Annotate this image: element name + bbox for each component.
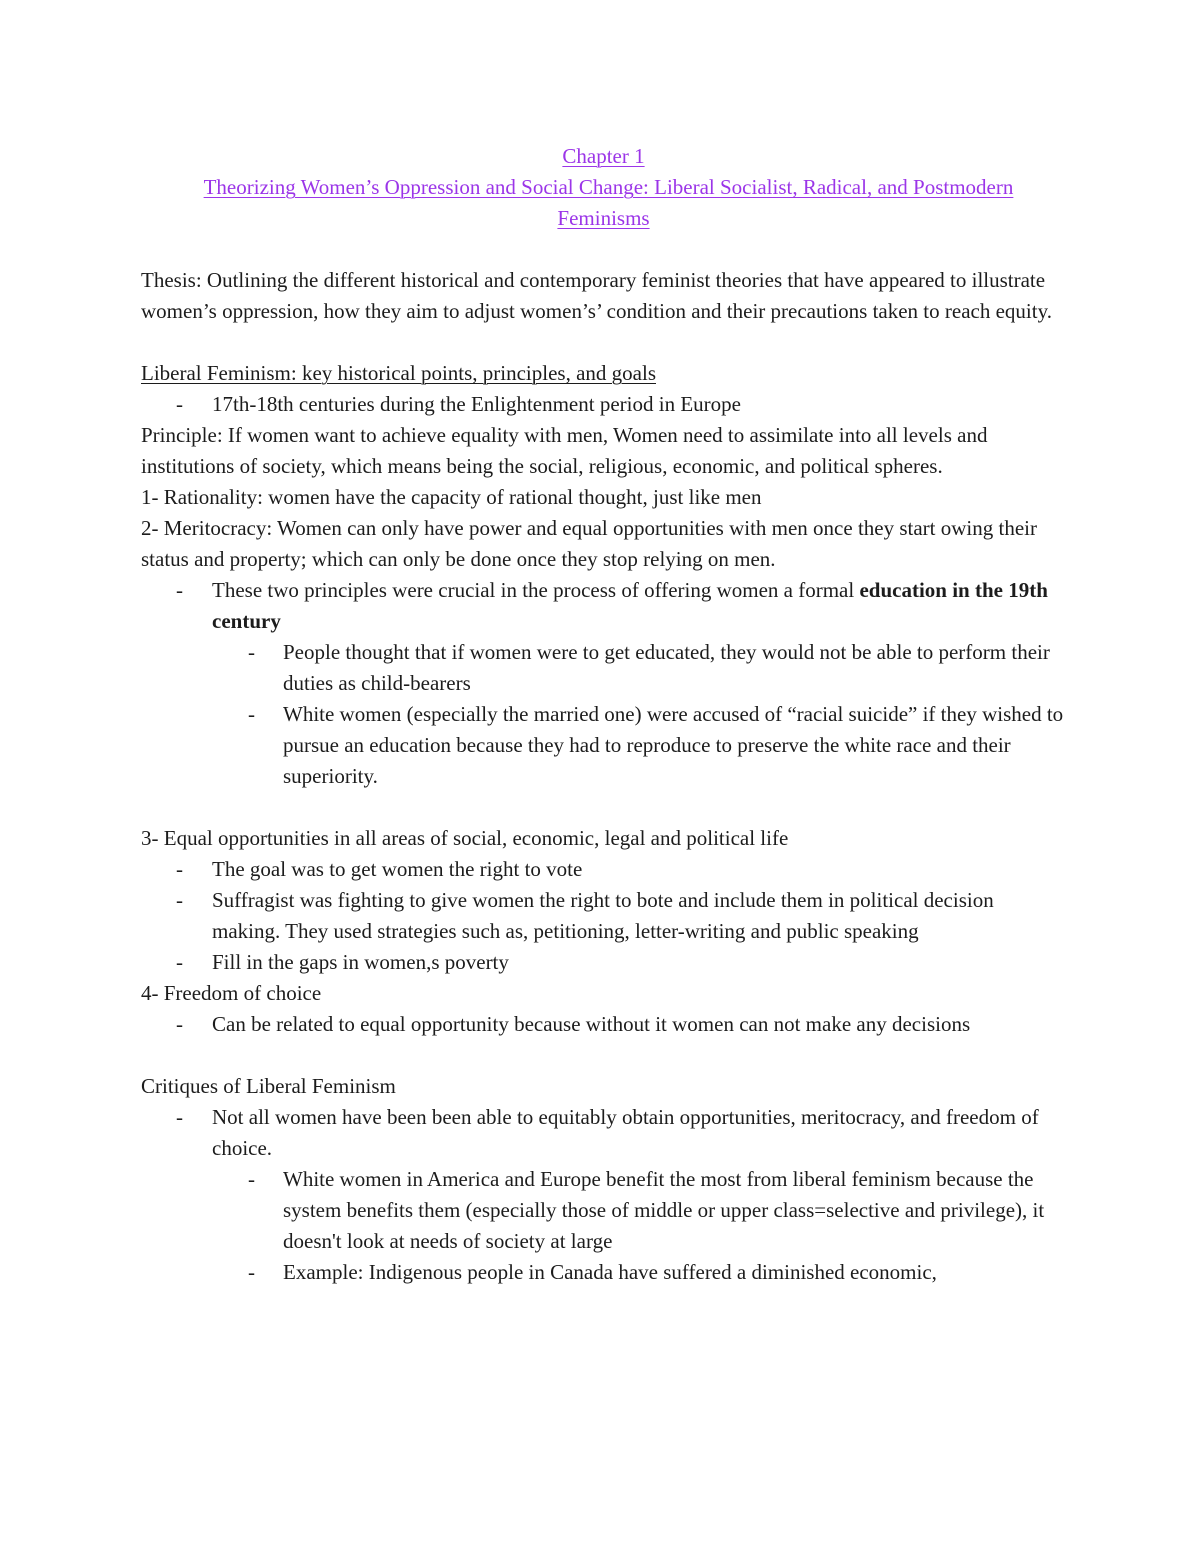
list-item-text: These two principles were crucial in the process of offering women a formal xyxy=(212,578,860,602)
bullet-dash: - xyxy=(248,1260,255,1284)
bullet-dash: - xyxy=(248,702,255,726)
list-item-text: White women in America and Europe benefit the most from liberal feminism because the system benefits them (especially those of middle or upper class=selective and privilege), it doesn't look at needs of society at large xyxy=(283,1167,1045,1253)
principle-rationality: 1- Rationality: women have the capacity of rational thought, just like men xyxy=(141,485,762,509)
list-item xyxy=(141,885,1066,947)
list-item xyxy=(141,1102,1066,1164)
list-item-text: Fill in the gaps in women,s poverty xyxy=(212,950,509,974)
list-item xyxy=(141,947,1066,978)
list-item xyxy=(141,389,1066,420)
list-item-text: The goal was to get women the right to vote xyxy=(212,857,583,881)
chapter-heading xyxy=(141,141,1066,172)
list-item xyxy=(141,637,1066,699)
principle-paragraph: Principle: If women want to achieve equality with men, Women need to assimilate into all levels and institutions of society, which means being the social, religious, economic, and political spheres. xyxy=(141,423,988,478)
list-item xyxy=(141,1009,1066,1040)
chapter-link[interactable]: Chapter 1 xyxy=(562,144,645,168)
bullet-dash: - xyxy=(248,1167,255,1191)
spacer xyxy=(141,234,1066,265)
chapter-title xyxy=(131,172,1086,203)
liberal-feminism-heading: Liberal Feminism: key historical points, principles, and goals xyxy=(141,361,656,385)
spacer xyxy=(141,1040,1066,1071)
bullet-dash: - xyxy=(248,640,255,664)
list-item xyxy=(141,854,1066,885)
list-item xyxy=(141,1257,1066,1288)
chapter-title-link-1[interactable]: Theorizing Women’s Oppression and Social Change: Liberal Socialist, Radical, and Postmodern xyxy=(203,175,1014,199)
chapter-title-link-2[interactable]: Feminisms xyxy=(557,206,650,230)
list-item xyxy=(141,575,1066,637)
list-item xyxy=(141,1164,1066,1257)
list-item-text: Not all women have been been able to equitably obtain opportunities, meritocracy, and freedom of choice. xyxy=(212,1105,1039,1160)
list-item-text: Example: Indigenous people in Canada have suffered a diminished economic, xyxy=(283,1260,937,1284)
bullet-dash: - xyxy=(176,578,183,602)
spacer xyxy=(141,792,1066,823)
list-item xyxy=(141,699,1066,792)
bullet-dash: - xyxy=(176,1105,183,1129)
principle-equal-opportunities: 3- Equal opportunities in all areas of social, economic, legal and political life xyxy=(141,826,789,850)
bullet-dash: - xyxy=(176,888,183,912)
principle-freedom-of-choice: 4- Freedom of choice xyxy=(141,981,322,1005)
bullet-dash: - xyxy=(176,392,183,416)
list-item-text: White women (especially the married one) were accused of “racial suicide” if they wished to pursue an education because they had to reproduce to preserve the white race and their superiority. xyxy=(283,702,1064,788)
liberal-feminism-section xyxy=(141,358,1066,389)
list-item-text: Can be related to equal opportunity because without it women can not make any decisions xyxy=(212,1012,971,1036)
critiques-heading: Critiques of Liberal Feminism xyxy=(141,1074,396,1098)
list-item-text: People thought that if women were to get educated, they would not be able to perform their duties as child-bearers xyxy=(283,640,1050,695)
document-body xyxy=(141,141,1066,1288)
spacer xyxy=(141,327,1066,358)
thesis-paragraph: Thesis: Outlining the different historical and contemporary feminist theories that have appeared to illustrate women’s oppression, how they aim to adjust women’s’ condition and their precautions taken to reach equity. xyxy=(141,268,1052,323)
bullet-dash: - xyxy=(176,1012,183,1036)
principle-meritocracy: 2- Meritocracy: Women can only have power and equal opportunities with men once they start owing their status and property; which can only be done once they stop relying on men. xyxy=(141,516,1037,571)
bullet-dash: - xyxy=(176,950,183,974)
list-item-text: Suffragist was fighting to give women the right to bote and include them in political decision making. They used strategies such as, petitioning, letter-writing and public speaking xyxy=(212,888,994,943)
chapter-title-cont xyxy=(141,203,1066,234)
list-item-text: 17th-18th centuries during the Enlightenment period in Europe xyxy=(212,392,741,416)
bold-emphasis: education in the 19th century xyxy=(212,578,1048,633)
bullet-dash: - xyxy=(176,857,183,881)
